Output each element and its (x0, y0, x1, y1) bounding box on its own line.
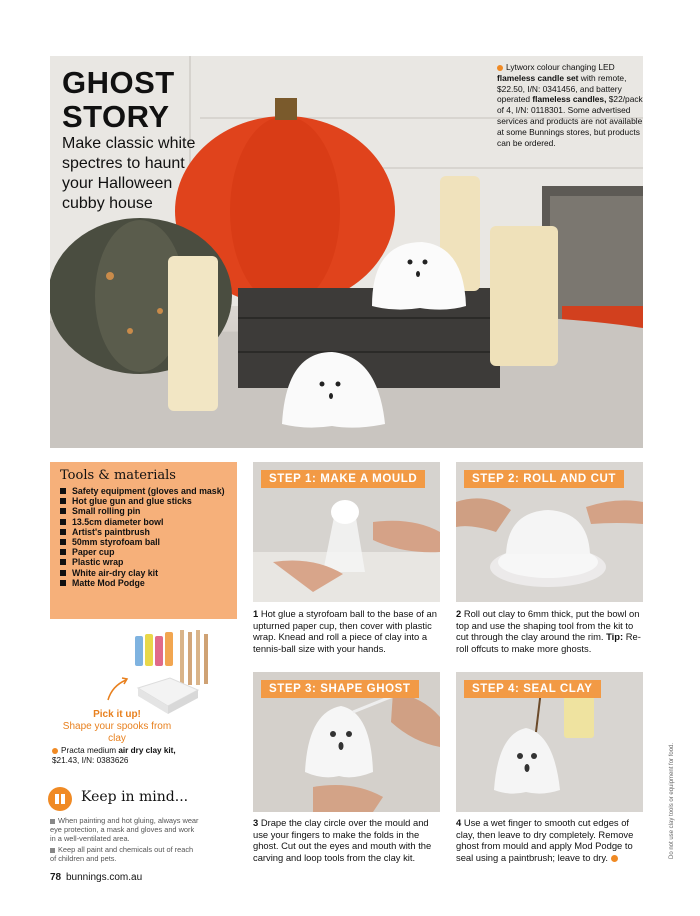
step-1-badge: STEP 1: MAKE A MOULD (261, 470, 425, 488)
footer-url: bunnings.com.au (66, 872, 143, 883)
clay-kit-product-image (100, 628, 230, 718)
hero-photo (50, 56, 643, 448)
keep-in-mind-title: Keep in mind... (81, 789, 189, 805)
step-3-photo (253, 672, 440, 812)
book-icon (48, 787, 72, 811)
list-item: White air-dry clay kit (60, 568, 232, 578)
tools-materials-box (50, 462, 237, 619)
step-3-badge: STEP 3: SHAPE GHOST (261, 680, 419, 698)
list-item: Artist's paintbrush (60, 527, 232, 537)
step-2-photo (456, 462, 643, 602)
step-2-badge: STEP 2: ROLL AND CUT (464, 470, 624, 488)
tools-title: Tools & materials (60, 468, 176, 483)
step-4-text: 4 Use a wet finger to smooth cut edges of clay, then leave to dry completely. Remove ghost from mould and apply Mod Podge to seal using a paintbrush; leave to dry. (456, 817, 634, 863)
keep-in-mind-item: Keep all paint and chemicals out of reach of children and pets. (50, 845, 194, 864)
bullet-square-icon (50, 819, 55, 824)
bullet-square-icon (50, 848, 55, 853)
page-title: GHOST STORY (62, 65, 175, 134)
page-number: 78 (50, 872, 62, 883)
list-item: Paper cup (60, 547, 232, 557)
list-item: 50mm styrofoam ball (60, 537, 232, 547)
tools-list (60, 486, 232, 588)
step-2-text: 2 Roll out clay to 6mm thick, put the bowl on top and use the shaping tool from the kit to cut through the clay around the rim. Tip: Re-roll offcuts to make more ghosts. (456, 608, 641, 654)
clay-kit-product-note: Practa medium air dry clay kit, $21.43, I/N: 0383626 (52, 746, 176, 765)
step-1-photo (253, 462, 440, 602)
step-3-text: 3 Drape the clay circle over the mould and use your fingers to make the folds in the ghost. Cut out the eyes and mouth with the carving and loop tools from the clay kit. (253, 817, 432, 863)
end-mark-icon (611, 855, 618, 862)
page-subtitle: Make classic white spectres to haunt your Halloween cubby house (62, 135, 196, 212)
food-safety-disclaimer: Do not use clay tools or equipment for food. (669, 742, 675, 859)
product-note: Lytworx colour changing LED flameless candle set with remote, $22.50, I/N: 0341456, and battery operated flameless candles, $22/pack of 4, I/N: 0118301. Some advertised services and products are not available at some Bunnings stores, but products can be ordered. (497, 62, 643, 148)
keep-in-mind-item: When painting and hot gluing, always wear eye protection, a mask and gloves and work in a well-ventilated area. (50, 816, 199, 844)
list-item: Safety equipment (gloves and mask) (60, 486, 232, 496)
list-item: Plastic wrap (60, 557, 232, 567)
list-item: Small rolling pin (60, 506, 232, 516)
bullet-dot-icon (52, 748, 58, 754)
pick-it-up-callout: Pick it up! Shape your spooks from clay (62, 709, 172, 744)
step-1-text: 1 Hot glue a styrofoam ball to the base of an upturned paper cup, then cover with plastic wrap. Knead and roll a piece of clay into a tennis-ball size with your hands. (253, 608, 437, 654)
step-4-photo (456, 672, 643, 812)
list-item: Matte Mod Podge (60, 578, 232, 588)
step-4-badge: STEP 4: SEAL CLAY (464, 680, 601, 698)
bullet-dot-icon (497, 65, 503, 71)
list-item: 13.5cm diameter bowl (60, 517, 232, 527)
list-item: Hot glue gun and glue sticks (60, 496, 232, 506)
